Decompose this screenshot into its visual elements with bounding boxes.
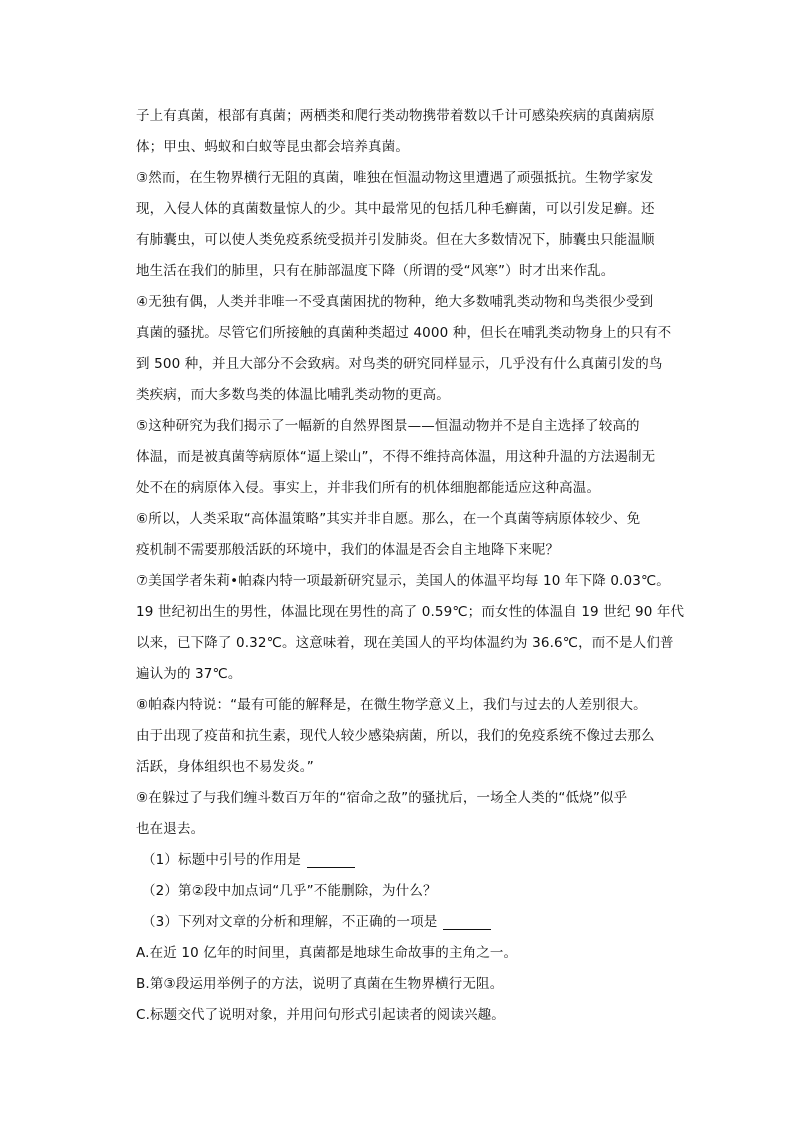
answer-blank[interactable] [307,853,355,868]
option-a: A.在近 10 亿年的时间里，真菌都是地球生命故事的主角之一。 [136,945,518,961]
question-2: （2）第②段中加点词“几乎”不能删除，为什么？ [142,883,437,899]
text-line: 子上有真菌，根部有真菌；两栖类和爬行类动物携带着数以千计可感染疾病的真菌病原 [136,108,655,124]
text-line: 也在退去。 [136,821,205,837]
question-3-text: （3）下列对文章的分析和理解，不正确的一项是 [142,914,438,930]
option-b: B.第③段运用举例子的方法，说明了真菌在生物界横行无阻。 [136,976,504,992]
document-body [136,101,696,1031]
text-line: 到 500 种，并且大部分不会致病。对鸟类的研究同样显示，几乎没有什么真菌引发的鸟 [136,356,663,372]
paragraph-5: ⑤这种研究为我们揭示了一幅新的自然界图景——恒温动物并不是自主选择了较高的 [136,418,640,434]
answer-blank[interactable] [443,915,491,930]
text-line: 19 世纪初出生的男性，体温比现在男性的高了 0.59℃；而女性的体温自 19 世纪 90 年代 [136,604,685,620]
text-line: 地生活在我们的肺里，只有在肺部温度下降（所谓的受“风寒”）时才出来作乱。 [136,263,615,279]
paragraph-6: ⑥所以，人类采取“高体温策略”其实并非自愿。那么，在一个真菌等病原体较少、免 [136,511,641,527]
text-line: 有肺囊虫，可以使人类免疫系统受损并引发肺炎。但在大多数情况下，肺囊虫只能温顺 [136,232,655,248]
text-line: 疫机制不需要那般活跃的环境中，我们的体温是否会自主地降下来呢？ [136,542,560,558]
text-line: 体；甲虫、蚂蚁和白蚁等昆虫都会培养真菌。 [136,139,409,155]
paragraph-8: ⑧帕森内特说：“最有可能的解释是，在微生物学意义上，我们与过去的人差别很大。 [136,697,647,713]
text-line: 由于出现了疫苗和抗生素，现代人较少感染病菌，所以，我们的免疫系统不像过去那么 [136,728,655,744]
text-line: 现，入侵人体的真菌数量惊人的少。其中最常见的包括几种毛癣菌，可以引发足癣。还 [136,201,655,217]
text-line: 处不在的病原体入侵。事实上，并非我们所有的机体细胞都能适应这种高温。 [136,480,601,496]
paragraph-9: ⑨在躲过了与我们缠斗数百万年的“宿命之敌”的骚扰后，一场全人类的“低烧”似乎 [136,790,628,806]
text-line: 遍认为的 37℃。 [136,666,242,682]
paragraph-7: ⑦美国学者朱莉•帕森内特一项最新研究显示，美国人的体温平均每 10 年下降 0.03℃。 [136,573,670,589]
question-1 [136,845,696,876]
text-line: 体温，而是被真菌等病原体“逼上梁山”，不得不维持高体温，用这种升温的方法遏制无 [136,449,656,465]
option-c: C.标题交代了说明对象，并用问句形式引起读者的阅读兴趣。 [136,1007,505,1023]
text-line: 类疾病，而大多数鸟类的体温比哺乳类动物的更高。 [136,387,450,403]
text-line: 以来，已下降了 0.32℃。这意味着，现在美国人的平均体温约为 36.6℃，而不是人们普 [136,635,674,651]
paragraph-3: ③然而，在生物界横行无阻的真菌，唯独在恒温动物这里遭遇了顽强抵抗。生物学家发 [136,170,654,186]
question-1-text: （1）标题中引号的作用是 [142,852,301,868]
paragraph-4: ④无独有偶，人类并非唯一不受真菌困扰的物种，绝大多数哺乳类动物和鸟类很少受到 [136,294,654,310]
text-line: 真菌的骚扰。尽管它们所接触的真菌种类超过 4000 种，但长在哺乳类动物身上的只有不 [136,325,672,341]
question-3 [136,907,696,938]
text-line: 活跃，身体组织也不易发炎。” [136,759,314,775]
